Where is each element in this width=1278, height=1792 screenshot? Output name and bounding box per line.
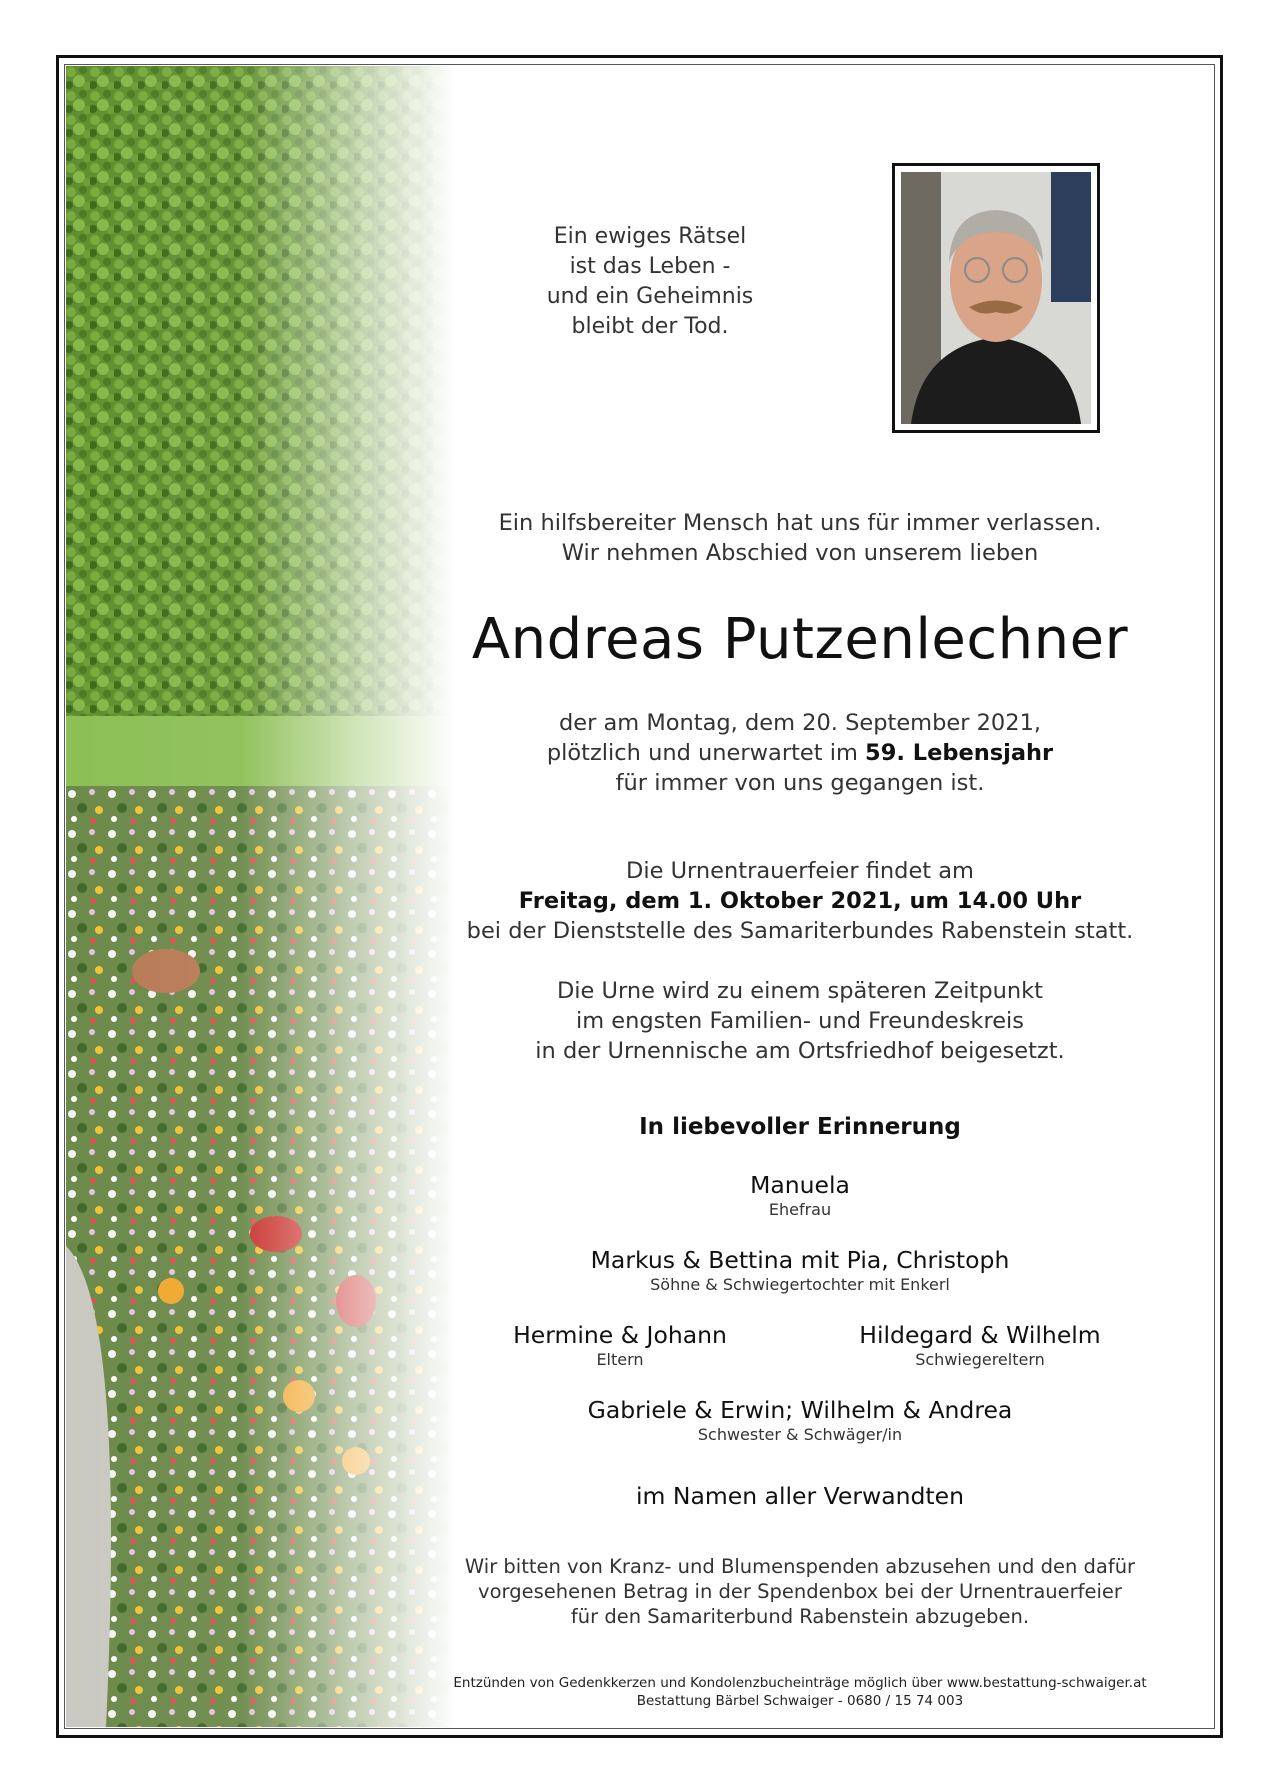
intro-line: Ein hilfsbereiter Mensch hat uns für immer verlassen. xyxy=(498,510,1102,536)
ceremony-line: bei der Dienststelle des Samariterbundes Rabenstein statt. xyxy=(466,918,1134,944)
donation-note xyxy=(440,1554,1160,1629)
quote-line: ist das Leben - xyxy=(569,254,731,279)
quote-line: Ein ewiges Rätsel xyxy=(553,224,747,249)
ceremony-date-text: Freitag, dem 1. Oktober 2021, um 14.00 Uhr xyxy=(518,888,1082,914)
intro-text xyxy=(450,508,1150,568)
quote-line: bleibt der Tod. xyxy=(571,314,729,339)
all-relatives: im Namen aller Verwandten xyxy=(635,1482,964,1510)
urn-line: im engsten Familien- und Freundeskreis xyxy=(575,1008,1025,1034)
ceremony-line: Die Urnentrauerfeier findet am xyxy=(626,858,974,884)
footer xyxy=(420,1674,1180,1710)
family-relation: Eltern xyxy=(596,1350,644,1369)
family-name: Gabriele & Erwin; Wilhelm & Andrea xyxy=(587,1396,1013,1424)
donation-line: Wir bitten von Kranz- und Blumenspenden abzusehen und den dafür xyxy=(464,1555,1136,1578)
family-relation: Schwester & Schwäger/in xyxy=(697,1425,903,1444)
family-parents-in-law xyxy=(830,1320,1130,1370)
donation-line: für den Samariterbund Rabenstein abzugeben. xyxy=(570,1605,1030,1628)
death-line-text: plötzlich und unerwartet im xyxy=(546,740,866,766)
donation-line: vorgesehenen Betrag in der Spendenbox bei der Urnentrauerfeier xyxy=(478,1580,1122,1603)
garden-photo xyxy=(66,66,456,1727)
footer-line: Bestattung Bärbel Schwaiger - 0680 / 15 74 003 xyxy=(636,1693,964,1709)
family-relation: Schwiegereltern xyxy=(915,1350,1045,1369)
family-parents xyxy=(470,1320,770,1370)
deceased-name: Andreas Putzenlechner xyxy=(471,607,1129,672)
ceremony-date xyxy=(440,886,1160,916)
quote xyxy=(480,222,820,342)
urn-line: Die Urne wird zu einem späteren Zeitpunkt xyxy=(556,978,1044,1004)
portrait-photo xyxy=(892,163,1100,433)
family-name: Manuela xyxy=(750,1171,850,1199)
ceremony-info xyxy=(440,856,1160,946)
death-line: für immer von uns gegangen ist. xyxy=(615,770,985,796)
family-siblings xyxy=(440,1395,1160,1445)
family-name: Hildegard & Wilhelm xyxy=(859,1321,1101,1349)
intro-line: Wir nehmen Abschied von unserem lieben xyxy=(561,540,1039,566)
family-name: Markus & Bettina mit Pia, Christoph xyxy=(590,1246,1010,1274)
memory-heading: In liebevoller Erinnerung xyxy=(639,1114,961,1140)
family-sons xyxy=(440,1245,1160,1295)
age-text: 59. Lebensjahr xyxy=(865,740,1054,766)
family-relation: Ehefrau xyxy=(768,1200,832,1219)
footer-line: Entzünden von Gedenkkerzen und Kondolenzbucheinträge möglich über www.bestattung-schwaiger.at xyxy=(453,1675,1147,1691)
death-line: der am Montag, dem 20. September 2021, xyxy=(558,710,1042,736)
family-relation: Söhne & Schwiegertochter mit Enkerl xyxy=(650,1275,950,1294)
death-line xyxy=(440,738,1160,768)
family-name: Hermine & Johann xyxy=(513,1321,727,1349)
death-notice xyxy=(440,708,1160,798)
urn-info xyxy=(440,976,1160,1066)
quote-line: und ein Geheimnis xyxy=(546,284,754,309)
family-wife xyxy=(440,1170,1160,1220)
urn-line: in der Urnennische am Ortsfriedhof beigesetzt. xyxy=(535,1038,1065,1064)
